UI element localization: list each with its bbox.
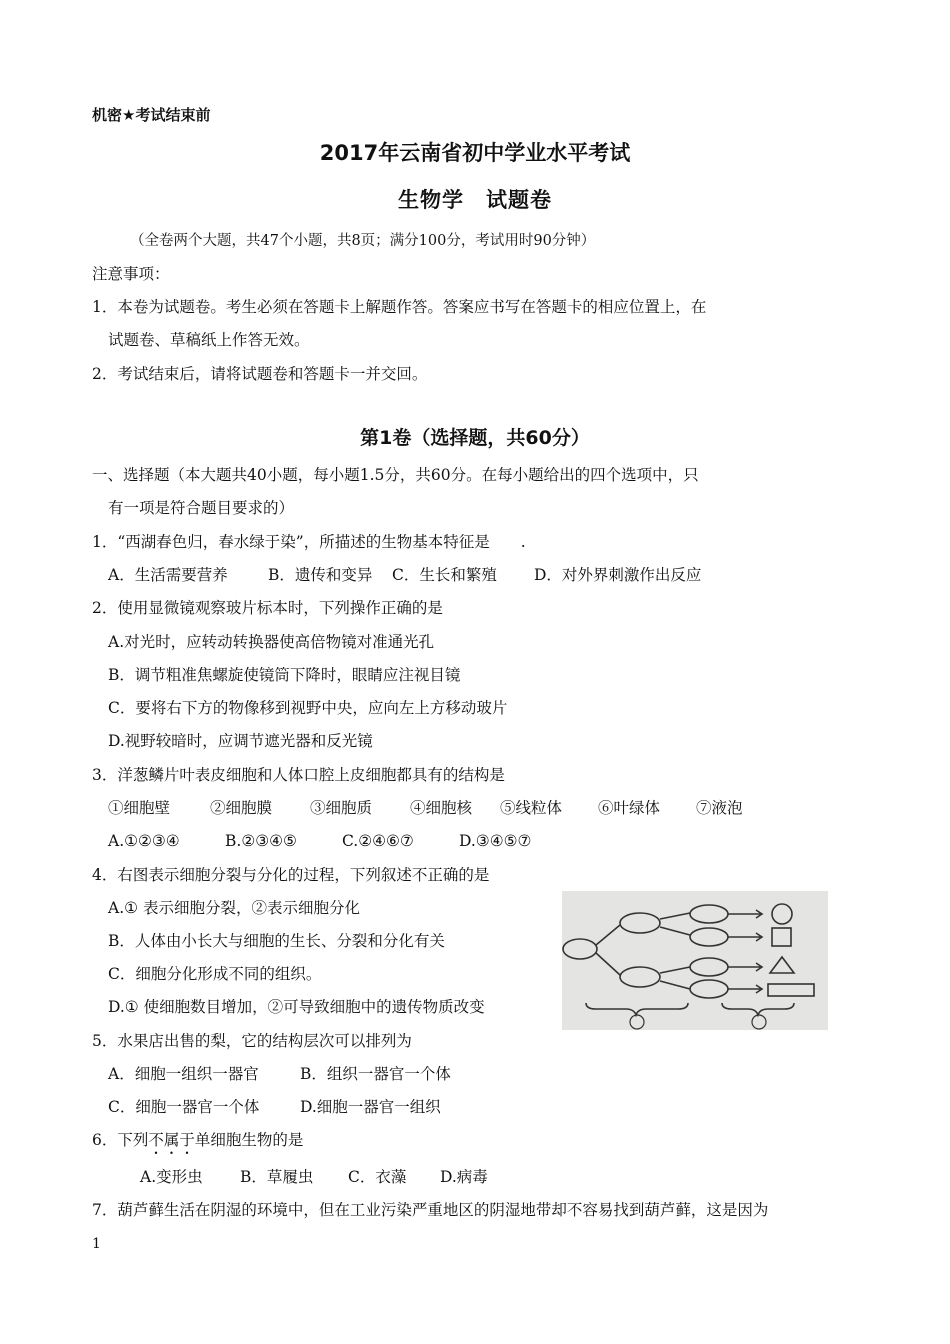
q2-option-b: B．调节粗准焦螺旋使镜筒下降时，眼睛应注视目镜	[108, 666, 461, 684]
brace-2	[722, 1003, 794, 1015]
branch-line	[660, 967, 690, 973]
q6-options	[140, 1167, 488, 1187]
q5-options-row2	[108, 1097, 441, 1117]
notice-label: 注意事项：	[92, 265, 170, 283]
q5-stem: 5．水果店出售的梨，它的结构层次可以排列为	[92, 1032, 412, 1050]
notice-item-1: 1．本卷为试题卷。考生必须在答题卡上解题作答。答案应书写在答题卡的相应位置上，在	[92, 298, 707, 316]
daughter-cell	[620, 913, 660, 933]
arrow-icon	[728, 933, 762, 941]
q4-option-d: D.① 使细胞数目增加，②可导致细胞中的遗传物质改变	[108, 998, 485, 1016]
daughter-cell	[690, 905, 728, 923]
q1-options	[108, 565, 701, 585]
q2-option-c: C．要将右下方的物像移到视野中央，应向左上方移动玻片	[108, 699, 508, 717]
parent-cell	[563, 939, 597, 959]
q7-stem: 7．葫芦藓生活在阴湿的环境中，但在工业污染严重地区的阴湿地带却不容易找到葫芦藓，这是因为	[92, 1201, 769, 1219]
q3-options	[108, 831, 531, 851]
notice-item-1-cont: 试题卷、草稿纸上作答无效。	[108, 331, 310, 349]
q5-option-d: D.细胞一器官一组织	[300, 1098, 441, 1116]
q1-option-b: B．遗传和变异	[268, 566, 373, 584]
confidential-mark: 机密★考试结束前	[92, 106, 211, 124]
daughter-cell	[690, 980, 728, 998]
q2-option-a: A.对光时，应转动转换器使高倍物镜对准通光孔	[108, 633, 435, 651]
arrow-icon	[728, 985, 762, 993]
q4-option-c: C．细胞分化形成不同的组织。	[108, 965, 322, 983]
branch-line	[660, 913, 690, 919]
square-shape	[772, 928, 791, 946]
q6-option-d: D.病毒	[440, 1168, 488, 1186]
q1-stem: 1．“西湖春色归，春水绿于染”，所描述的生物基本特征是 .	[92, 533, 526, 551]
arrow-icon	[728, 963, 762, 971]
q3-structure-item: ④细胞核	[410, 799, 473, 817]
q5-option-c: C．细胞一器官一个体	[108, 1098, 260, 1116]
q6-stem-emphasis: 不属于	[148, 1131, 195, 1149]
q6-stem-post: 单细胞生物的是	[194, 1131, 304, 1149]
q3-option-b: B.②③④⑤	[225, 832, 297, 850]
triangle-shape	[770, 957, 794, 973]
q2-stem: 2．使用显微镜观察玻片标本时，下列操作正确的是	[92, 599, 443, 617]
notice-item-2: 2．考试结束后，请将试题卷和答题卡一并交回。	[92, 365, 428, 383]
q3-structures	[108, 798, 743, 818]
q6-option-b: B．草履虫	[240, 1168, 314, 1186]
exam-info: （全卷两个大题，共47个小题，共8页；满分100分，考试用时90分钟）	[130, 233, 596, 249]
q3-option-c: C.②④⑥⑦	[342, 832, 414, 850]
diagram-drawing	[562, 891, 828, 1030]
branch-line	[596, 925, 620, 945]
q4-stem: 4．右图表示细胞分裂与分化的过程，下列叙述不正确的是	[92, 866, 490, 884]
q5-option-a: A．细胞一组织一器官	[108, 1065, 259, 1083]
label-circle-2	[752, 1015, 766, 1029]
q3-option-a: A.①②③④	[108, 832, 180, 850]
exam-title: 2017年云南省初中学业水平考试	[319, 141, 631, 165]
q5-options-row1	[108, 1064, 451, 1084]
q6-stem	[92, 1130, 303, 1158]
label-circle-1	[630, 1015, 644, 1029]
arrow-icon	[728, 910, 762, 918]
q1-option-a: A．生活需要营养	[108, 566, 228, 584]
q6-stem-pre: 6．下列	[92, 1131, 149, 1149]
rectangle-shape	[768, 984, 814, 996]
cell-division-diagram	[562, 891, 828, 1030]
q3-stem: 3．洋葱鳞片叶表皮细胞和人体口腔上皮细胞都具有的结构是	[92, 766, 505, 784]
q3-structure-item: ⑥叶绿体	[598, 799, 661, 817]
section-title: 第1卷（选择题，共60分）	[360, 427, 590, 449]
q5-option-b: B．组织一器官一个体	[300, 1065, 451, 1083]
q3-option-d: D.③④⑤⑦	[459, 832, 532, 850]
branch-line	[660, 927, 690, 935]
q3-structure-item: ②细胞膜	[210, 799, 273, 817]
q6-option-c: C．衣藻	[348, 1168, 407, 1186]
exam-subtitle: 生物学 试题卷	[398, 188, 552, 212]
branch-line	[596, 953, 620, 975]
page-number: 1	[92, 1236, 101, 1252]
q3-structure-item: ⑦液泡	[696, 799, 743, 817]
brace-1	[586, 1003, 688, 1015]
daughter-cell	[690, 928, 728, 946]
daughter-cell	[620, 967, 660, 987]
q2-option-d: D.视野较暗时，应调节遮光器和反光镜	[108, 732, 373, 750]
q1-option-d: D．对外界刺激作出反应	[534, 566, 702, 584]
q1-option-c: C．生长和繁殖	[392, 566, 497, 584]
q3-structure-item: ⑤线粒体	[500, 799, 563, 817]
circle-shape	[772, 904, 792, 924]
section-intro-cont: 有一项是符合题目要求的）	[108, 499, 295, 517]
branch-line	[660, 981, 690, 989]
q4-option-a: A.① 表示细胞分裂，②表示细胞分化	[108, 899, 360, 917]
section-intro: 一、选择题（本大题共40小题，每小题1.5分，共60分。在每小题给出的四个选项中，只	[92, 466, 699, 484]
daughter-cell	[690, 958, 728, 976]
q3-structure-item: ①细胞壁	[108, 799, 171, 817]
q3-structure-item: ③细胞质	[310, 799, 373, 817]
q6-option-a: A.变形虫	[140, 1168, 203, 1186]
q4-option-b: B．人体由小长大与细胞的生长、分裂和分化有关	[108, 932, 445, 950]
